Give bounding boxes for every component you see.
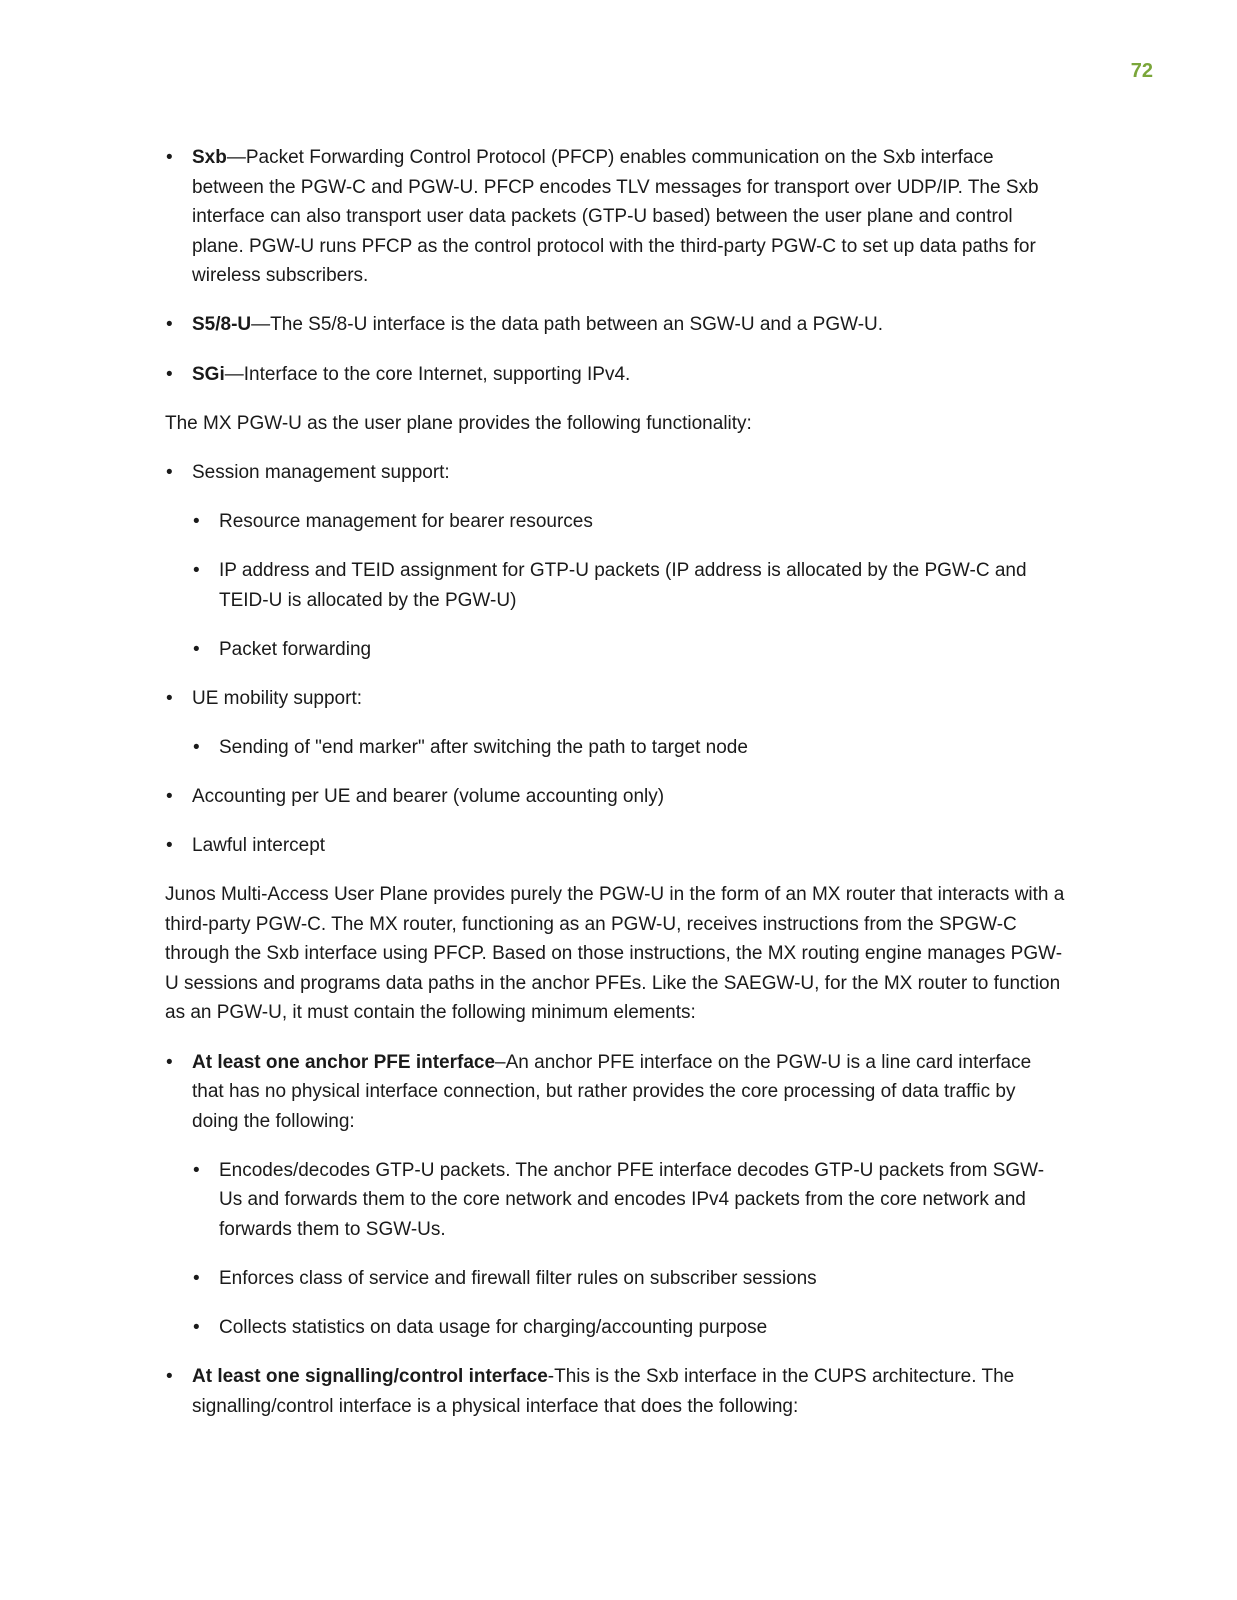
list-item-s58u (165, 310, 1065, 340)
page-number: 72 (1130, 60, 1153, 82)
item-text: Interface to the core Internet, supporting IPv4. (243, 363, 631, 385)
paragraph-junos: Junos Multi-Access User Plane provides purely the PGW-U in the form of an MX router that interacts with a third-party PGW-C. The MX router, functioning as an PGW-U, receives instructions from the SPGW-C through the Sxb interface using PFCP. Based on those instructions, the MX routing engine manages PGW-U sessions and programs data paths in the anchor PFEs. Like the SAEGW-U, for the MX router to function as an PGW-U, it must contain the following minimum elements: (165, 884, 1065, 1024)
interface-list (165, 143, 1065, 389)
separator: - (547, 1366, 555, 1388)
list-item-lawful: • Lawful intercept (165, 831, 1065, 861)
list-item: • Enforces class of service and firewall filter rules on subscriber sessions (192, 1264, 1065, 1294)
list-item-anchor (165, 1048, 1065, 1343)
elements-list (165, 1048, 1065, 1422)
list-item: • Encodes/decodes GTP-U packets. The anchor PFE interface decodes GTP-U packets from SGW-Us and forwards them to the core network and encodes IPv4 packets from the core network and forwards them to SGW-Us. (192, 1156, 1065, 1245)
separator: – (495, 1051, 506, 1073)
item-text: Packet Forwarding Control Protocol (PFCP) enables communication on the Sxb interface between the PGW-C and PGW-U. PFCP encodes TLV messages for transport over UDP/IP. The Sxb interface can also transport user data packets (GTP-U based) between the user plane and control plane. PGW-U runs PFCP as the control protocol with the third-party PGW-C to set up data paths for wireless subscribers. (192, 147, 1039, 287)
list-item-mobility (165, 684, 1065, 763)
item-text: UE mobility support: (192, 687, 363, 709)
separator: — (251, 314, 271, 336)
list-item-sxb (165, 143, 1065, 291)
term-anchor: At least one anchor PFE interface (192, 1051, 496, 1073)
paragraph-functionality: The MX PGW-U as the user plane provides the following functionality: (165, 412, 752, 434)
term-s58u: S5/8-U (192, 314, 252, 336)
item-text: The S5/8-U interface is the data path between an SGW-U and a PGW-U. (270, 314, 884, 336)
session-sublist (192, 507, 1065, 664)
list-item: • IP address and TEID assignment for GTP-U packets (IP address is allocated by the PGW-C and TEID-U is allocated by the PGW-U) (192, 556, 1065, 615)
term-sgi: SGi (192, 363, 225, 385)
anchor-sublist (192, 1156, 1065, 1343)
functionality-list (165, 458, 1065, 861)
item-text: This is the Sxb interface in the CUPS architecture. The signalling/control interface is a physical interface that does the following: (192, 1366, 1015, 1417)
separator: — (224, 363, 244, 385)
list-item: • Resource management for bearer resources (192, 507, 1065, 537)
list-item-signalling (165, 1362, 1065, 1421)
mobility-sublist (192, 733, 1065, 763)
term-sxb: Sxb (192, 147, 227, 168)
list-item-sgi (165, 360, 1065, 390)
term-signalling: At least one signalling/control interface (192, 1366, 548, 1388)
list-item: • Packet forwarding (192, 635, 1065, 665)
separator: — (226, 147, 246, 168)
list-item: • Sending of "end marker" after switching the path to target node (192, 733, 1065, 763)
item-text: An anchor PFE interface on the PGW-U is a line card interface that has no physical interface connection, but rather provides the core processing of data traffic by doing the following: (192, 1051, 1032, 1132)
list-item-accounting: • Accounting per UE and bearer (volume accounting only) (165, 782, 1065, 812)
document-body (165, 143, 1065, 1441)
list-item: • Collects statistics on data usage for charging/accounting purpose (192, 1313, 1065, 1343)
item-text: Session management support: (192, 461, 450, 483)
list-item-session (165, 458, 1065, 664)
